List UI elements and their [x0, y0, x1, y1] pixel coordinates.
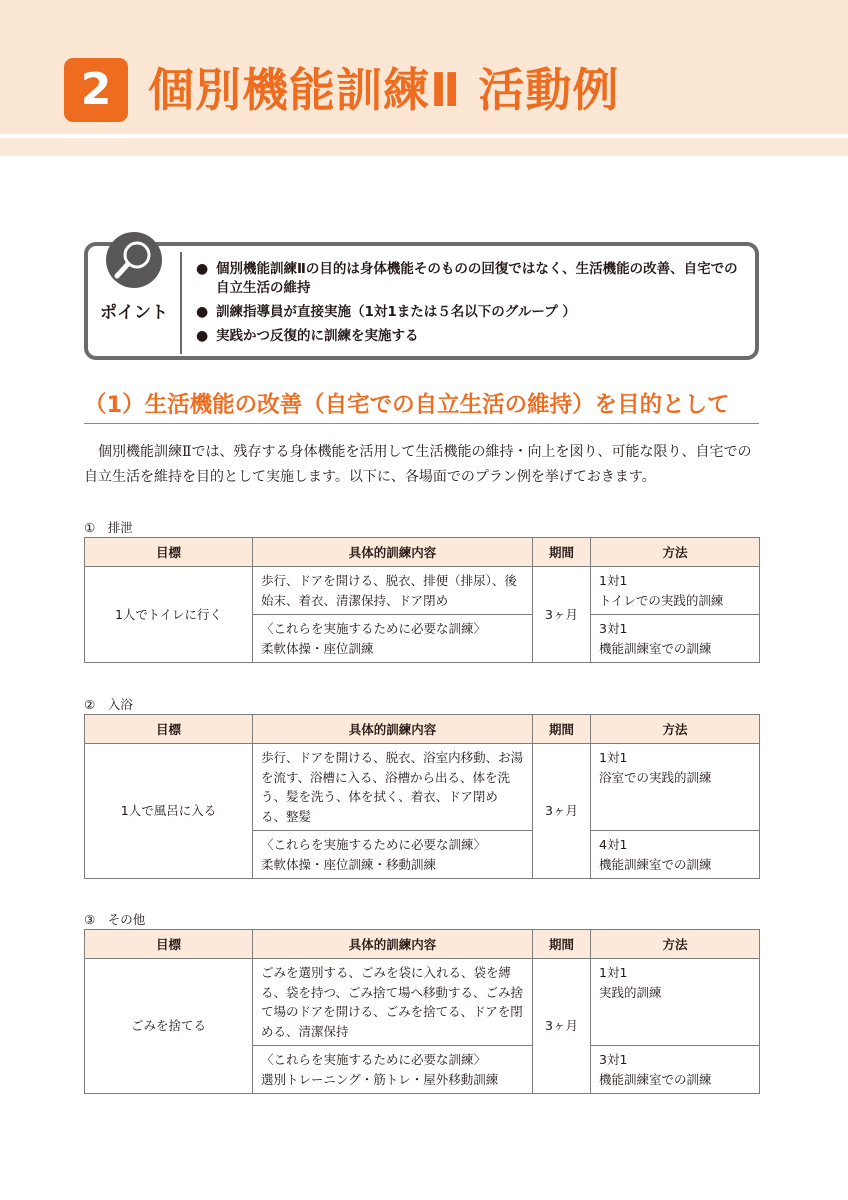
method-ratio: 1対1 [599, 573, 628, 588]
plan-table-other [84, 929, 760, 1094]
method-cell [591, 831, 760, 879]
point-divider [180, 252, 182, 354]
goal-cell: 1人でトイレに行く [85, 567, 253, 663]
method-cell [591, 615, 760, 663]
method-ratio: 3対1 [599, 621, 628, 636]
period-cell: 3ヶ月 [533, 567, 591, 663]
content-detail: 選別トレーニング・筋トレ・屋外移動訓練 [261, 1071, 499, 1087]
content-cell [253, 615, 533, 663]
content-cell [253, 831, 533, 879]
content-cell: 歩行、ドアを開ける、脱衣、浴室内移動、お湯を流す、浴槽に入る、浴槽から出る、体を洗う、髪を洗う、体を拭く、着衣、ドア閉め る、整髪 [253, 744, 533, 831]
point-item: ● 訓練指導員が直接実施（1対1または５名以下のグループ ） [196, 303, 746, 322]
content-heading: 〈これらを実施するために必要な訓練〉 [261, 837, 487, 852]
table-header-row [85, 930, 760, 959]
point-label: ポイント [100, 303, 168, 323]
method-cell [591, 1046, 760, 1094]
header-method: 方法 [591, 538, 760, 567]
goal-cell: ごみを捨てる [85, 959, 253, 1094]
header-goal: 目標 [85, 538, 253, 567]
method-place: 機能訓練室での訓練 [599, 1071, 712, 1087]
content-heading: 〈これらを実施するために必要な訓練〉 [261, 1052, 487, 1067]
method-ratio: 1対1 [599, 965, 628, 980]
header-period: 期間 [533, 930, 591, 959]
table-header-row [85, 538, 760, 567]
chapter-number-badge: 2 [64, 58, 128, 122]
table-header-row [85, 715, 760, 744]
method-cell [591, 744, 760, 831]
content-heading: 〈これらを実施するために必要な訓練〉 [261, 621, 487, 636]
point-item: ● 個別機能訓練Ⅱの目的は身体機能そのものの回復ではなく、生活機能の改善、自宅での自立生活の維持 [196, 260, 746, 298]
header-content: 具体的訓練内容 [253, 538, 533, 567]
period-cell: 3ヶ月 [533, 744, 591, 879]
table-label-other: ③ その他 [84, 912, 146, 927]
method-ratio: 4対1 [599, 837, 628, 852]
plan-table-excretion [84, 537, 760, 663]
content-cell: 歩行、ドアを開ける、脱衣、排便（排尿）、後始末、着衣、清潔保持、ドア閉め [253, 567, 533, 615]
table-row [85, 567, 760, 615]
period-cell: 3ヶ月 [533, 959, 591, 1094]
header-period: 期間 [533, 538, 591, 567]
point-box [84, 242, 759, 360]
section-heading: （1）生活機能の改善（自宅での自立生活の維持）を目的として [84, 388, 759, 424]
header-stripe [0, 134, 848, 156]
point-list [196, 260, 746, 351]
method-place: 浴室での実践的訓練 [599, 769, 712, 785]
header-method: 方法 [591, 930, 760, 959]
method-place: 機能訓練室での訓練 [599, 856, 712, 872]
table-row [85, 959, 760, 1046]
table-label-excretion: ① 排泄 [84, 520, 133, 535]
content-detail: 柔軟体操・座位訓練 [261, 640, 374, 656]
plan-table-bathing [84, 714, 760, 879]
method-ratio: 1対1 [599, 750, 628, 765]
header-period: 期間 [533, 715, 591, 744]
content-detail: 柔軟体操・座位訓練・移動訓練 [261, 856, 437, 872]
method-place: 実践的訓練 [599, 984, 662, 1000]
magnifier-icon [106, 232, 162, 288]
header-content: 具体的訓練内容 [253, 715, 533, 744]
method-cell [591, 567, 760, 615]
header-goal: 目標 [85, 930, 253, 959]
goal-cell: 1人で風呂に入る [85, 744, 253, 879]
header-goal: 目標 [85, 715, 253, 744]
method-ratio: 3対1 [599, 1052, 628, 1067]
intro-paragraph: 個別機能訓練Ⅱでは、残存する身体機能を活用して生活機能の維持・向上を図り、可能な限り、自宅での自立生活を維持を目的として実施します。以下に、各場面でのプラン例を挙げておきます。 [84, 444, 752, 485]
content-cell [253, 1046, 533, 1094]
table-row [85, 744, 760, 831]
chapter-title: 個別機能訓練Ⅱ 活動例 [148, 63, 620, 117]
method-cell [591, 959, 760, 1046]
table-label-bathing: ② 入浴 [84, 697, 133, 712]
method-place: 機能訓練室での訓練 [599, 640, 712, 656]
header-method: 方法 [591, 715, 760, 744]
header-content: 具体的訓練内容 [253, 930, 533, 959]
point-item: ● 実践かつ反復的に訓練を実施する [196, 327, 746, 346]
method-place: トイレでの実践的訓練 [599, 592, 724, 608]
content-cell: ごみを選別する、ごみを袋に入れる、袋を縛る、袋を持つ、ごみ捨て場へ移動する、ごみ捨て場のドアを開ける、ごみを捨てる、ドアを閉める、清潔保持 [253, 959, 533, 1046]
